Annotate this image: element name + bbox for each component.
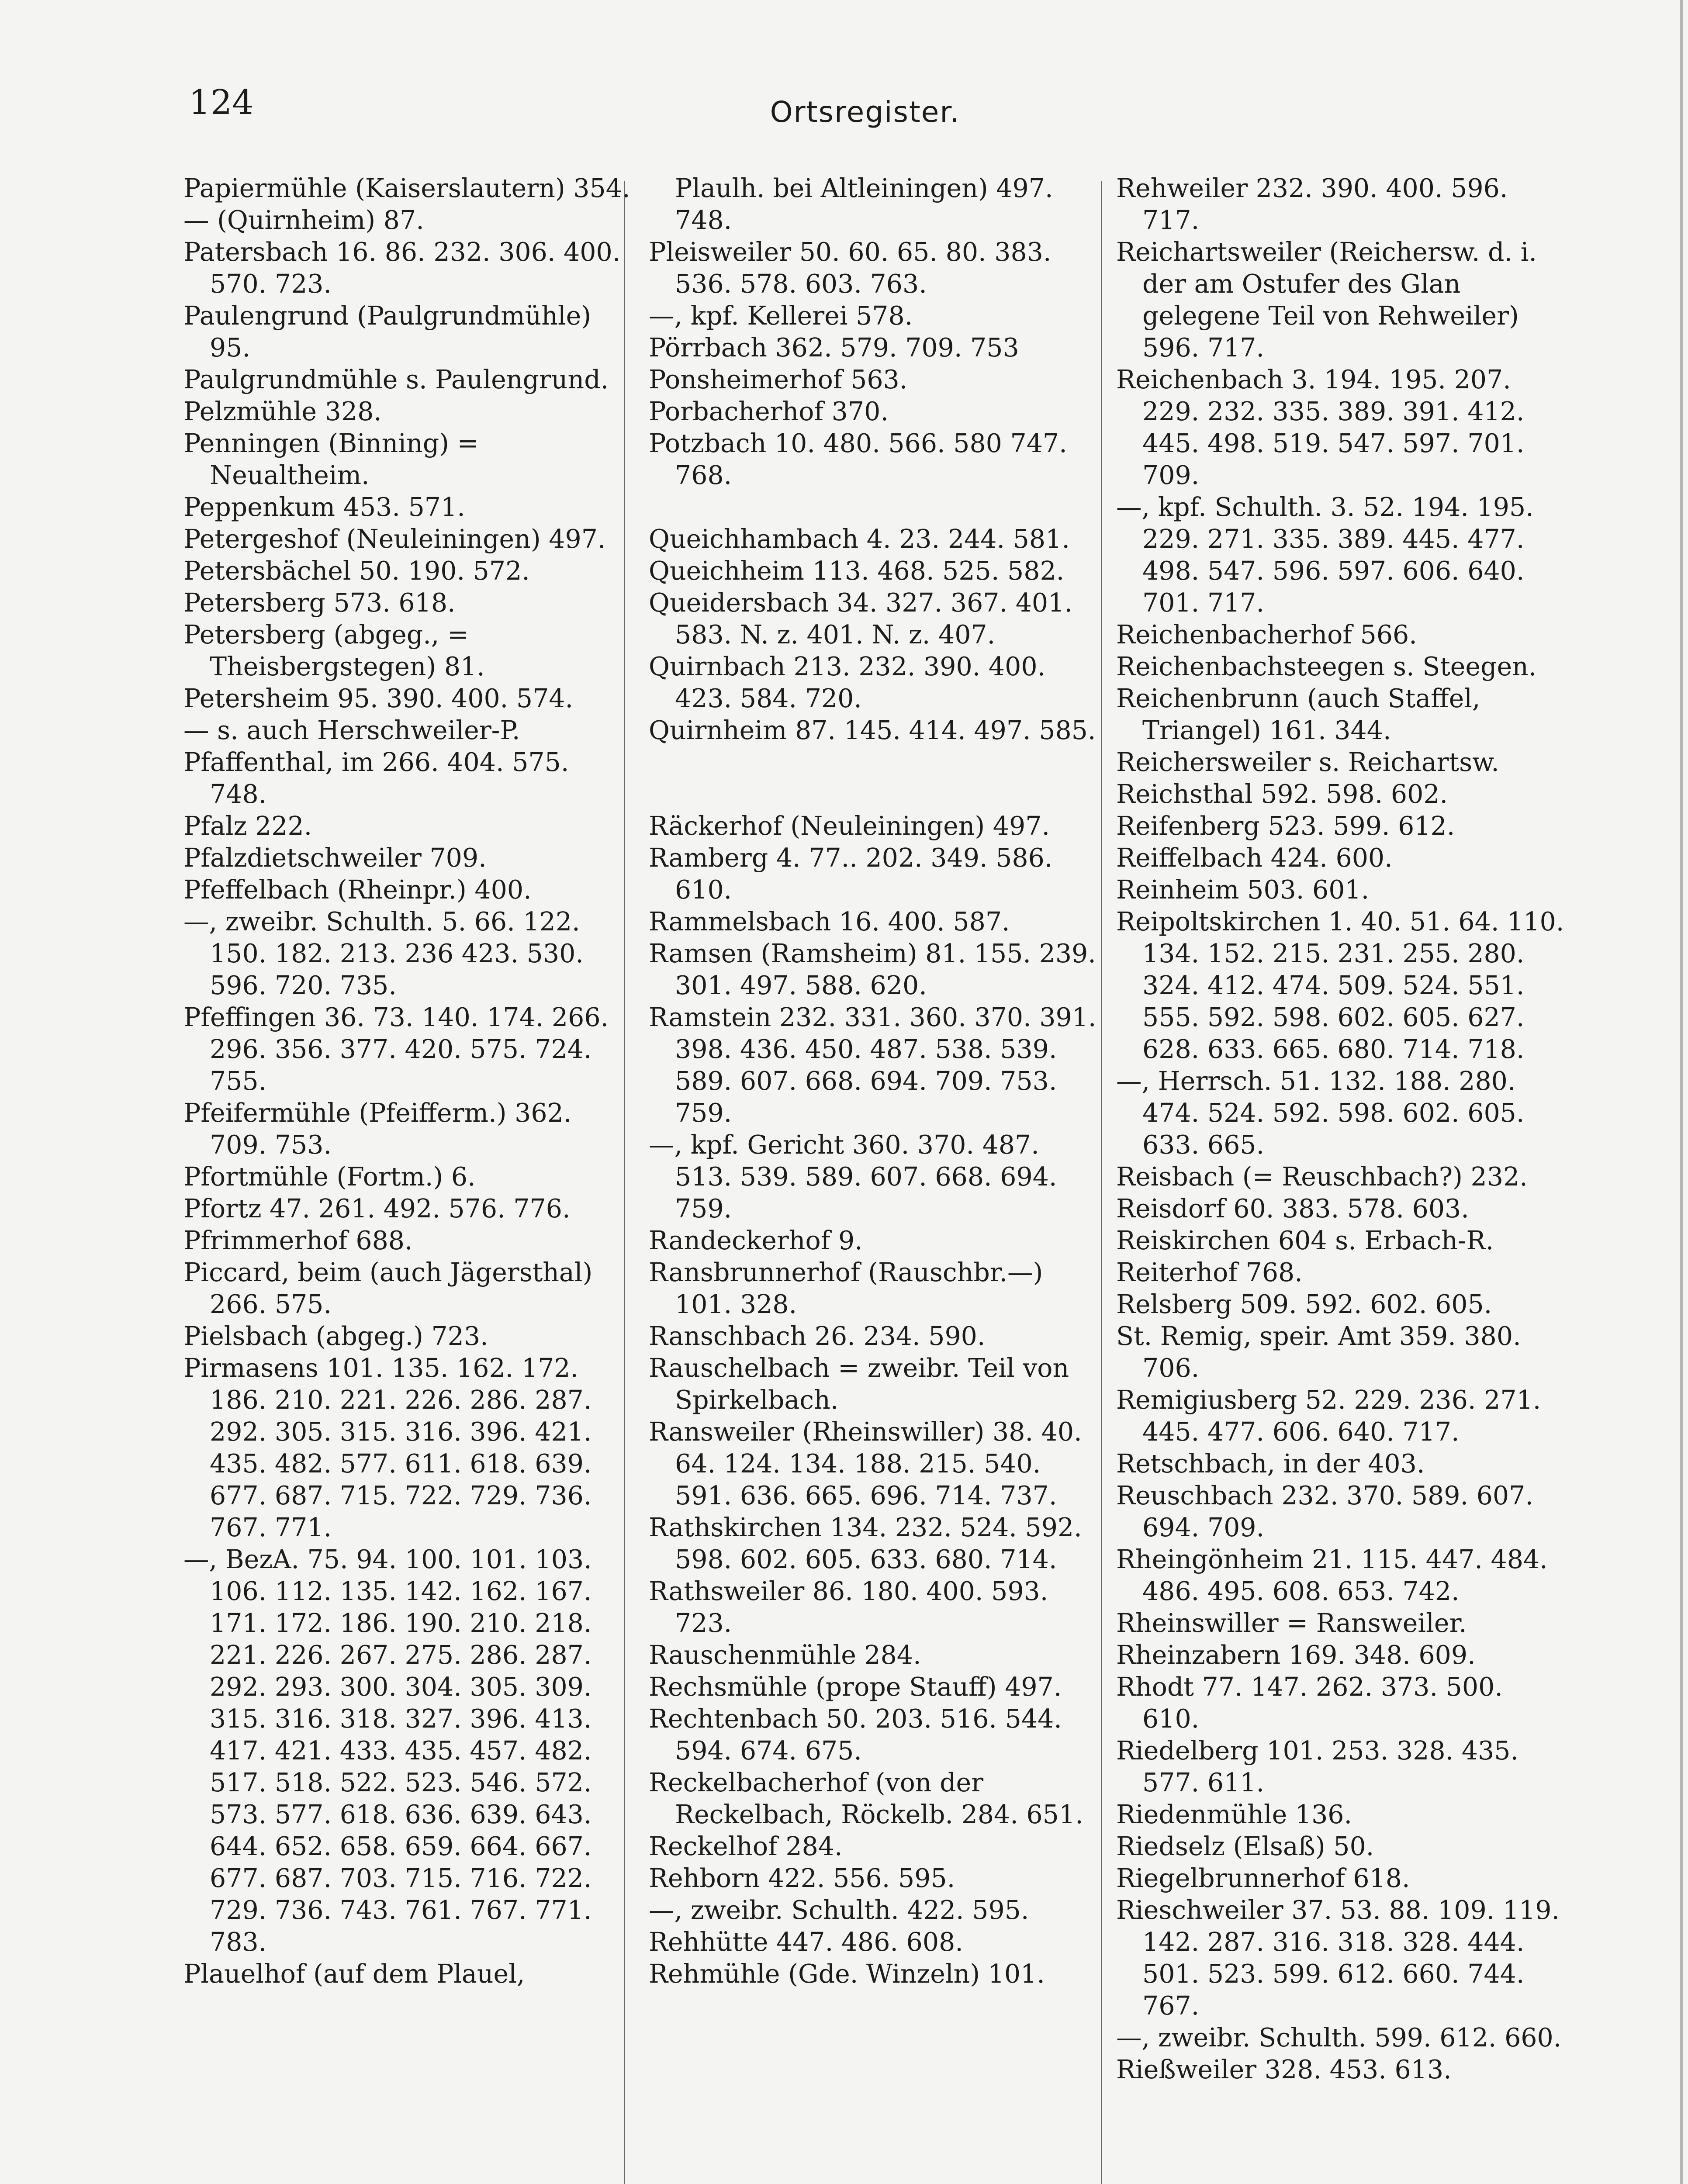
index-entry: Ponsheimerhof 563. (649, 365, 908, 394)
index-entry: Plaulh. bei Altleiningen) 497. 748. (675, 173, 1053, 235)
index-entry: Reipoltskirchen 1. 40. 51. 64. 110. 134. 152. 215. 231. 255. 280. 324. 412. 474. 509. 524. 551. 555. 592. 598. 602. 605. 627. 628. 633. 665. 680. 714. 718. (1116, 907, 1564, 1064)
index-entry: Potzbach 10. 480. 566. 580 747. 768. (649, 429, 1067, 490)
index-entry: Rammelsbach 16. 400. 587. (649, 907, 1010, 936)
index-entry: — s. auch Herschweiler-P. (183, 715, 520, 745)
index-entry: Remigiusberg 52. 229. 236. 271. 445. 477. 606. 640. 717. (1116, 1385, 1541, 1447)
index-entry: Ransbrunnerhof (Rauschbr.—) 101. 328. (649, 1258, 1043, 1319)
index-entry: Pfeffelbach (Rheinpr.) 400. (183, 875, 532, 905)
index-entry: Petersbächel 50. 190. 572. (183, 556, 530, 586)
index-entry: Reichersweiler s. Reichartsw. (1116, 747, 1499, 777)
index-entry: Plauelhof (auf dem Plauel, (183, 1959, 525, 1989)
index-entry: —, zweibr. Schulth. 599. 612. 660. (1116, 2023, 1562, 2053)
index-entry: Pfeffingen 36. 73. 140. 174. 266. 296. 356. 377. 420. 575. 724. 755. (183, 1002, 609, 1096)
index-entry: Peppenkum 453. 571. (183, 492, 465, 522)
index-entry: Rauschenmühle 284. (649, 1640, 921, 1670)
index-entry: Retschbach, in der 403. (1116, 1449, 1425, 1479)
index-entry: Ranschbach 26. 234. 590. (649, 1321, 986, 1351)
index-entry: Reichenbachsteegen s. Steegen. (1116, 652, 1537, 681)
index-entry: Rehborn 422. 556. 595. (649, 1863, 955, 1893)
index-entry: Rechsmühle (prope Stauff) 497. (649, 1672, 1062, 1702)
index-entry: Penningen (Binning) = Neualtheim. (183, 429, 479, 490)
index-entry: Reisbach (= Reuschbach?) 232. (1116, 1162, 1528, 1192)
index-entry: Rhodt 77. 147. 262. 373. 500. 610. (1116, 1672, 1503, 1734)
index-entry: Randeckerhof 9. (649, 1226, 863, 1255)
index-entry: Reiterhof 768. (1116, 1258, 1303, 1287)
index-entry: Rehmühle (Gde. Winzeln) 101. (649, 1959, 1045, 1989)
index-entry: Pfaffenthal, im 266. 404. 575. 748. (183, 747, 569, 809)
index-entry: Riegelbrunnerhof 618. (1116, 1863, 1410, 1893)
index-entry: Reinheim 503. 601. (1116, 875, 1370, 905)
index-entry: Pfalz 222. (183, 811, 312, 841)
index-column-1 (183, 173, 633, 1990)
index-entry: St. Remig, speir. Amt 359. 380. 706. (1116, 1321, 1521, 1383)
index-entry: Petersberg 573. 618. (183, 588, 456, 618)
index-entry: —, Herrsch. 51. 132. 188. 280. 474. 524. 592. 598. 602. 605. 633. 665. (1116, 1066, 1525, 1160)
index-entry: Riedselz (Elsaß) 50. (1116, 1832, 1374, 1861)
index-entry: Papiermühle (Kaiserslautern) 354. (183, 173, 630, 203)
index-entry: Pfalzdietschweiler 709. (183, 843, 487, 873)
index-entry: Ransweiler (Rheinswiller) 38. 40. 64. 124. 134. 188. 215. 540. 591. 636. 665. 696. 714. 737. (649, 1417, 1082, 1510)
index-entry: Räckerhof (Neuleiningen) 497. (649, 811, 1050, 841)
index-entry: Rießweiler 328. 453. 613. (1116, 2055, 1452, 2084)
index-column-2 (649, 173, 1099, 1990)
index-entry: Reckelhof 284. (649, 1832, 843, 1861)
index-entry: Rathsweiler 86. 180. 400. 593. 723. (649, 1576, 1048, 1638)
index-column-3 (1116, 173, 1566, 2086)
index-entry: Ramstein 232. 331. 360. 370. 391. 398. 436. 450. 487. 538. 539. 589. 607. 668. 694. 709. 753. 759. (649, 1002, 1097, 1128)
index-entry: Pirmasens 101. 135. 162. 172. 186. 210. 221. 226. 286. 287. 292. 305. 315. 316. 396. 421. 435. 482. 577. 611. 618. 639. 677. 687. 715. 722. 729. 736. 767. 771. (183, 1353, 592, 1542)
index-entry: Relsberg 509. 592. 602. 605. (1116, 1289, 1492, 1319)
page-edge (1680, 0, 1683, 2184)
index-entry: Pielsbach (abgeg.) 723. (183, 1321, 488, 1351)
index-entry: Reichenbach 3. 194. 195. 207. 229. 232. 335. 389. 391. 412. 445. 498. 519. 547. 597. 701. 709. (1116, 365, 1525, 490)
index-entry: Riedenmühle 136. (1116, 1800, 1352, 1829)
index-entry: Petergeshof (Neuleiningen) 497. (183, 524, 606, 554)
index-entry: Reiskirchen 604 s. Erbach-R. (1116, 1226, 1494, 1255)
index-entry: Rheingönheim 21. 115. 447. 484. 486. 495. 608. 653. 742. (1116, 1545, 1548, 1606)
index-entry: Rheinzabern 169. 348. 609. (1116, 1640, 1476, 1670)
index-entry: Reiffelbach 424. 600. (1116, 843, 1393, 873)
running-head: Ortsregister. (770, 95, 960, 129)
index-entry: Petersberg (abgeg., = Theisbergstegen) 81. (183, 620, 485, 681)
index-entry: Porbacherhof 370. (649, 397, 889, 426)
index-entry: Piccard, beim (auch Jägersthal) 266. 575. (183, 1258, 593, 1319)
index-entry: Reichenbrunn (auch Staffel, Triangel) 161. 344. (1116, 684, 1480, 745)
index-entry: Paulgrundmühle s. Paulengrund. (183, 365, 609, 394)
index-entry: Rehhütte 447. 486. 608. (649, 1927, 963, 1957)
index-entry: Ramsen (Ramsheim) 81. 155. 239. 301. 497. 588. 620. (649, 939, 1096, 1000)
index-entry: Paulengrund (Paulgrundmühle) 95. (183, 301, 591, 363)
column-rule (1101, 181, 1102, 2184)
index-entry: Riedelberg 101. 253. 328. 435. 577. 611. (1116, 1736, 1519, 1797)
index-entry: —, zweibr. Schulth. 5. 66. 122. 150. 182. 213. 236 423. 530. 596. 720. 735. (183, 907, 584, 1000)
index-entry: Queichheim 113. 468. 525. 582. (649, 556, 1065, 586)
index-entry: — (Quirnheim) 87. (183, 205, 424, 235)
index-entry: Pfortmühle (Fortm.) 6. (183, 1162, 476, 1192)
index-entry: Reifenberg 523. 599. 612. (1116, 811, 1455, 841)
page-number: 124 (189, 83, 254, 122)
index-entry: —, kpf. Kellerei 578. (649, 301, 913, 331)
index-entry: Reisdorf 60. 383. 578. 603. (1116, 1194, 1469, 1223)
index-entry: —, kpf. Schulth. 3. 52. 194. 195. 229. 271. 335. 389. 445. 477. 498. 547. 596. 597. 606. 640. 701. 717. (1116, 492, 1534, 618)
index-entry: —, kpf. Gericht 360. 370. 487. 513. 539. 589. 607. 668. 694. 759. (649, 1130, 1057, 1223)
index-entry: Pleisweiler 50. 60. 65. 80. 383. 536. 578. 603. 763. (649, 237, 1052, 299)
index-entry: Reckelbacherhof (von der Reckelbach, Röckelb. 284. 651. (649, 1768, 1083, 1829)
index-entry: Rehweiler 232. 390. 400. 596. 717. (1116, 173, 1508, 235)
index-entry: Rechtenbach 50. 203. 516. 544. 594. 674. 675. (649, 1704, 1062, 1766)
index-entry: Patersbach 16. 86. 232. 306. 400. 570. 723. (183, 237, 621, 299)
index-entry: Ramberg 4. 77.. 202. 349. 586. 610. (649, 843, 1053, 905)
index-entry: Pelzmühle 328. (183, 397, 382, 426)
index-entry: Rauschelbach = zweibr. Teil von Spirkelbach. (649, 1353, 1069, 1415)
index-entry: Rathskirchen 134. 232. 524. 592. 598. 602. 605. 633. 680. 714. (649, 1513, 1082, 1574)
index-entry: Pfeifermühle (Pfeifferm.) 362. 709. 753. (183, 1098, 572, 1160)
index-entry: Pfrimmerhof 688. (183, 1226, 413, 1255)
index-entry: Petersheim 95. 390. 400. 574. (183, 684, 574, 713)
index-entry: Quirnbach 213. 232. 390. 400. 423. 584. 720. (649, 652, 1046, 713)
index-entry: Pfortz 47. 261. 492. 576. 776. (183, 1194, 571, 1223)
index-entry: Queichhambach 4. 23. 244. 581. (649, 524, 1070, 554)
index-entry: Reichartsweiler (Reichersw. d. i. der am Ostufer des Glan gelegene Teil von Rehweiler) 596. 717. (1116, 237, 1537, 363)
index-entry: Pörrbach 362. 579. 709. 753 (649, 333, 1019, 363)
index-entry: Quirnheim 87. 145. 414. 497. 585. (649, 715, 1096, 745)
index-entry: —, BezA. 75. 94. 100. 101. 103. 106. 112. 135. 142. 162. 167. 171. 172. 186. 190. 210. 218. 221. 226. 267. 275. 286. 287. 292. 293. 300. 304. 305. 309. 315. 316. 318. 327. 396. 413. 417. 421. 433. 435. 457. 482. 517. 518. 522. 523. 546. 572. 573. 577. 618. 636. 639. 643. 644. 652. 658. 659. 664. 667. 677. 687. 703. 715. 716. 722. 729. 736. 743. 761. 767. 771. 783. (183, 1545, 592, 1957)
index-entry: Rheinswiller = Ransweiler. (1116, 1608, 1467, 1638)
index-entry: Rieschweiler 37. 53. 88. 109. 119. 142. 287. 316. 318. 328. 444. 501. 523. 599. 612. 660. 744. 767. (1116, 1895, 1560, 2021)
index-entry: Reuschbach 232. 370. 589. 607. 694. 709. (1116, 1481, 1533, 1542)
index-entry: —, zweibr. Schulth. 422. 595. (649, 1895, 1029, 1925)
index-entry: Queidersbach 34. 327. 367. 401. 583. N. z. 401. N. z. 407. (649, 588, 1072, 650)
index-entry: Reichsthal 592. 598. 602. (1116, 779, 1448, 809)
index-entry: Reichenbacherhof 566. (1116, 620, 1417, 650)
